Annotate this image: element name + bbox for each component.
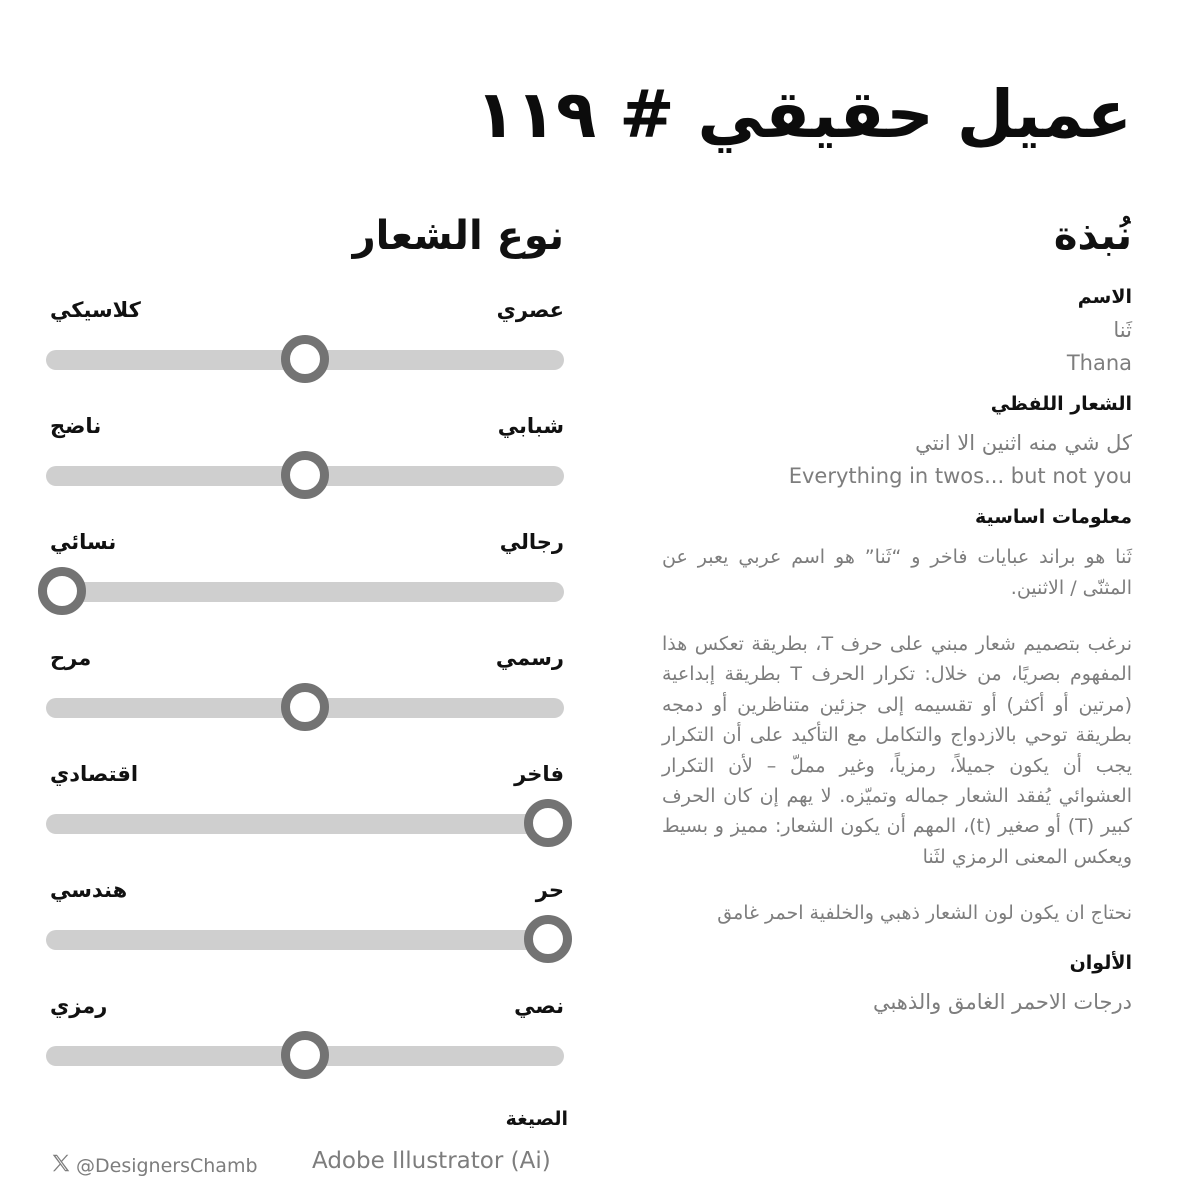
logo-type-section xyxy=(46,210,564,1018)
slider[interactable] xyxy=(46,762,564,862)
slider-left-label: نسائي xyxy=(50,530,117,554)
format-value: Adobe Illustrator (Ai) xyxy=(312,1148,551,1174)
slider-right-label: عصري xyxy=(496,298,564,322)
slider-track[interactable] xyxy=(46,814,564,834)
slider[interactable] xyxy=(46,994,564,1094)
handle-text: @DesignersChamb xyxy=(76,1154,258,1177)
page-title: عميل حقيقي # ١١٩ xyxy=(475,76,1132,153)
slider-labels xyxy=(50,994,564,1018)
slider-labels xyxy=(50,298,564,322)
slider-thumb[interactable] xyxy=(281,335,329,383)
slider-thumb[interactable] xyxy=(281,451,329,499)
slider-track[interactable] xyxy=(46,930,564,950)
info-paragraph-2: نرغب بتصميم شعار مبني على حرف T، بطريقة تعكس هذا المفهوم بصريًا، من خلال: تكرار الحرف T بطريقة إبداعية (مرتين أو أكثر) أو تقسيمه إلى جزئين متناظرين أو دمجه بطريقة توحي بالازدواج والتكامل مع التأكيد على أن التكرار يجب أن يكون جميلاً، رمزياً، وغير مملّ – لأن التكرار العشوائي يُفقد الشعار جماله وتميّزه. لا يهم إن كان الحرف كبير (T) أو صغير (t)، المهم أن يكون الشعار: مميز و بسيط ويعكس المعنى الرمزي لثَنا xyxy=(662,632,1133,868)
info-paragraph-1: ثَنا هو براند عبايات فاخر و “ثَنا” هو اسم عربي يعبر عن المثنّى / الاثنين. xyxy=(662,546,1132,599)
x-logo-icon xyxy=(50,1152,72,1179)
slider-labels xyxy=(50,530,564,554)
slider[interactable] xyxy=(46,298,564,398)
colors-label: الألوان xyxy=(1069,952,1132,975)
slider-thumb[interactable] xyxy=(524,915,572,963)
slider-right-label: نصي xyxy=(514,994,564,1018)
slider-right-label: حر xyxy=(535,878,564,902)
format-label: الصيغة xyxy=(505,1108,568,1130)
slider-left-label: رمزي xyxy=(50,994,108,1018)
info-label: معلومات اساسية xyxy=(974,506,1132,529)
slogan-label: الشعار اللفظي xyxy=(990,393,1132,416)
info-paragraph-3: نحتاج ان يكون لون الشعار ذهبي والخلفية احمر غامق xyxy=(717,902,1132,925)
brief-section xyxy=(662,210,1132,1019)
slider[interactable] xyxy=(46,646,564,746)
slider-track[interactable] xyxy=(46,582,564,602)
slider[interactable] xyxy=(46,878,564,978)
slider-labels xyxy=(50,414,564,438)
slider-labels xyxy=(50,878,564,902)
slider-right-label: رجالي xyxy=(499,530,564,554)
slider-right-label: رسمي xyxy=(495,646,564,670)
slogan-english: Everything in twos... but not you xyxy=(788,463,1132,488)
name-english: Thana xyxy=(1066,350,1132,375)
slider-right-label: شبابي xyxy=(497,414,564,438)
slider-labels xyxy=(50,646,564,670)
slider-thumb[interactable] xyxy=(524,799,572,847)
slider-left-label: مرح xyxy=(50,646,92,670)
slider[interactable] xyxy=(46,414,564,514)
slider-thumb[interactable] xyxy=(281,683,329,731)
slider[interactable] xyxy=(46,530,564,630)
name-label: الاسم xyxy=(1077,286,1132,308)
slider-labels xyxy=(50,762,564,786)
name-arabic: ثَنا xyxy=(1113,318,1132,342)
slider-thumb[interactable] xyxy=(281,1031,329,1079)
logo-type-heading: نوع الشعار xyxy=(352,213,564,259)
slider-thumb[interactable] xyxy=(38,567,86,615)
slider-left-label: هندسي xyxy=(50,878,128,902)
slider-left-label: ناضج xyxy=(50,414,102,438)
slider-left-label: كلاسيكي xyxy=(50,298,141,322)
slider-right-label: فاخر xyxy=(514,762,564,786)
brief-heading: نُبذة xyxy=(1053,213,1132,259)
slider-left-label: اقتصادي xyxy=(50,762,139,786)
slogan-arabic: كل شي منه اثنين الا انتي xyxy=(915,431,1132,456)
social-handle[interactable] xyxy=(50,1152,258,1179)
colors-value: درجات الاحمر الغامق والذهبي xyxy=(872,990,1132,1015)
